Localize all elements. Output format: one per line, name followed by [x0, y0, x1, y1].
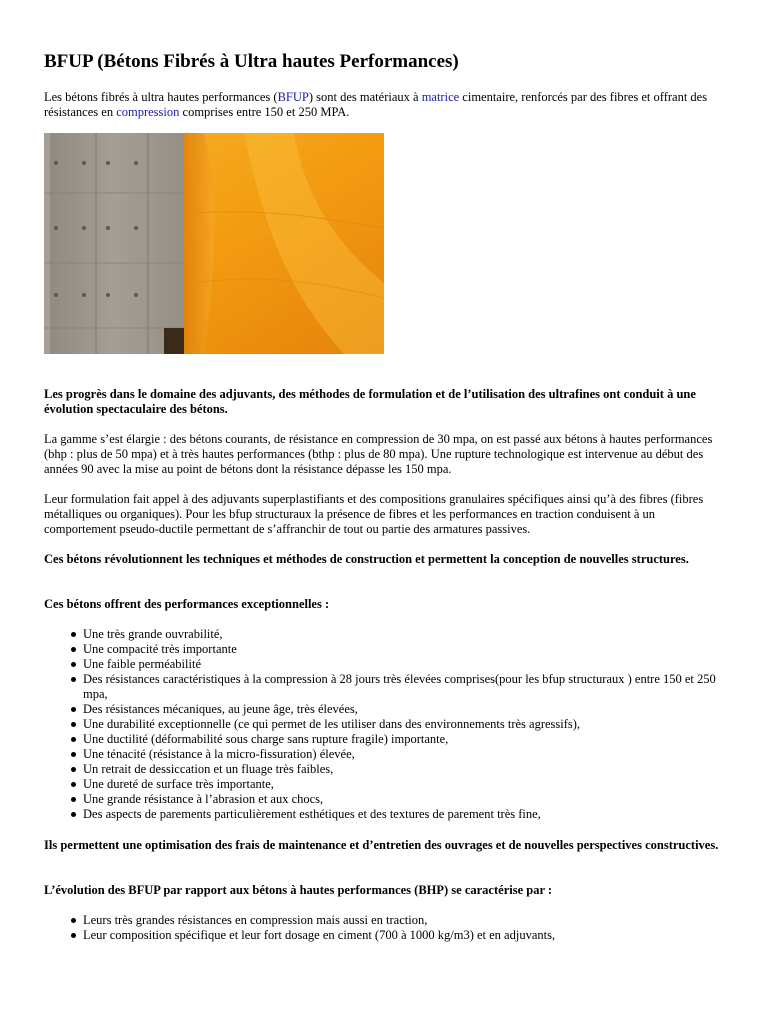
list-item [44, 627, 728, 642]
heading-performances: Ces bétons offrent des performances exceptionnelles : [44, 597, 330, 611]
list-item [44, 717, 728, 732]
concrete-building-photo [44, 133, 384, 354]
list-item-text: Une durabilité exceptionnelle (ce qui permet de les utiliser dans des environnements très agressifs), [83, 717, 581, 731]
performances-list [44, 627, 728, 822]
list-item [44, 672, 728, 702]
list-item-text: Une très grande ouvrabilité, [83, 627, 223, 641]
bullet-icon [71, 722, 76, 727]
list-item-text: Une ténacité (résistance à la micro-fissuration) élevée, [83, 747, 355, 761]
bullet-icon [71, 632, 76, 637]
bullet-icon [71, 647, 76, 652]
bullet-icon [71, 797, 76, 802]
list-item-text: Un retrait de dessiccation et un fluage très faibles, [83, 762, 334, 776]
bullet-icon [71, 752, 76, 757]
list-item [44, 792, 728, 807]
compression-link[interactable]: compression [116, 105, 180, 119]
bullet-icon [71, 767, 76, 772]
paragraph-gamme: La gamme s’est élargie : des bétons courants, de résistance en compression de 30 mpa, on est passé aux bétons à hautes performances (bhp : plus de 50 mpa) et à très hautes performances (bthp : plus de 80 mpa). Une rupture technologique est intervenue au début des années 90 avec la mise au point de bétons dont la résistance dépasse les 150 mpa. [44, 432, 713, 476]
list-item-text: Une grande résistance à l’abrasion et aux chocs, [83, 792, 324, 806]
bullet-icon [71, 918, 76, 923]
bfup-link[interactable]: BFUP [277, 90, 309, 104]
heading-optimisation: Ils permettent une optimisation des frais de maintenance et d’entretien des ouvrages et de nouvelles perspectives constructives. [44, 838, 719, 852]
paragraph-formulation: Leur formulation fait appel à des adjuvants superplastifiants et des compositions granulaires spécifiques ainsi qu’à des fibres (fibres métalliques ou organiques). Pour les bfup structuraux la présence de fibres et les performances en traction conduisent à un comportement pseudo-ductile permettant de s’affranchir de tout ou partie des armatures passives. [44, 492, 704, 536]
list-item [44, 732, 728, 747]
list-item [44, 928, 728, 943]
bullet-icon [71, 707, 76, 712]
list-item [44, 807, 728, 822]
page-title: BFUP (Bétons Fibrés à Ultra hautes Performances) [44, 51, 459, 72]
list-item-text: Des aspects de parements particulièrement esthétiques et des textures de parement très fine, [83, 807, 541, 821]
list-item-text: Une dureté de surface très importante, [83, 777, 274, 791]
list-item-text: Une ductilité (déformabilité sous charge sans rupture fragile) importante, [83, 732, 449, 746]
bullet-icon [71, 812, 76, 817]
list-item [44, 702, 728, 717]
list-item-text: Leurs très grandes résistances en compression mais aussi en traction, [83, 913, 428, 927]
matrice-link[interactable]: matrice [421, 90, 460, 104]
list-item-text: Des résistances caractéristiques à la compression à 28 jours très élevées comprises(pour les bfup structuraux ) entre 150 et 250 mpa, [83, 672, 716, 701]
heading-revolutionnent: Ces bétons révolutionnent les techniques et méthodes de construction et permettent la conception de nouvelles structures. [44, 552, 689, 566]
intro-text-3: cimentaire, renforcés par des fibres et offrant des résistances en [44, 90, 708, 119]
list-item [44, 657, 728, 672]
list-item-text: Une faible perméabilité [83, 657, 201, 671]
bullet-icon [71, 662, 76, 667]
heading-progres: Les progrès dans le domaine des adjuvants, des méthodes de formulation et de l’utilisation des ultrafines ont conduit à une évolution spectaculaire des bétons. [44, 387, 696, 416]
list-item [44, 747, 728, 762]
bullet-icon [71, 782, 76, 787]
intro-text-2: ) sont des matériaux à [308, 90, 422, 104]
intro-paragraph [44, 90, 716, 120]
list-item-text: Des résistances mécaniques, au jeune âge, très élevées, [83, 702, 358, 716]
intro-text-1: Les bétons fibrés à ultra hautes performances ( [44, 90, 278, 104]
list-item [44, 777, 728, 792]
bullet-icon [71, 677, 76, 682]
list-item [44, 642, 728, 657]
evolution-list [44, 913, 728, 943]
list-item [44, 762, 728, 777]
list-item-text: Leur composition spécifique et leur fort dosage en ciment (700 à 1000 kg/m3) et en adjuvants, [83, 928, 556, 942]
heading-evolution: L’évolution des BFUP par rapport aux bétons à hautes performances (BHP) se caractérise par : [44, 883, 553, 897]
list-item-text: Une compacité très importante [83, 642, 237, 656]
bullet-icon [71, 933, 76, 938]
list-item [44, 913, 728, 928]
intro-text-4: comprises entre 150 et 250 MPA. [179, 105, 350, 119]
bullet-icon [71, 737, 76, 742]
